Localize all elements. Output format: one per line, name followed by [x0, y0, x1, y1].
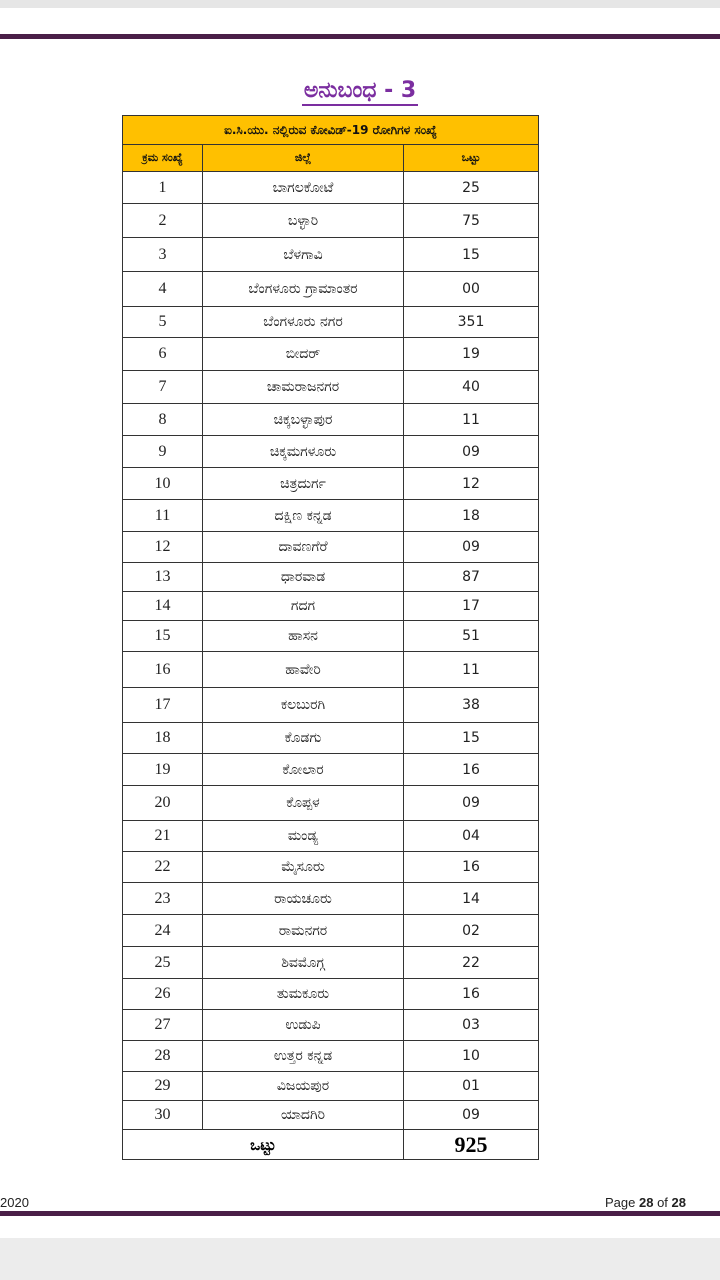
- table-row: [123, 852, 539, 883]
- title-text: ಅನುಬಂಧ - 3: [302, 78, 418, 106]
- row-serial: 13: [123, 563, 203, 592]
- row-serial: 9: [123, 436, 203, 468]
- row-count: 09: [404, 786, 539, 821]
- table-row: [123, 404, 539, 436]
- row-district: ಉಡುಪಿ: [203, 1010, 404, 1041]
- row-count: 18: [404, 500, 539, 532]
- row-serial: 8: [123, 404, 203, 436]
- table-row: [123, 979, 539, 1010]
- row-serial: 23: [123, 883, 203, 915]
- row-count: 00: [404, 272, 539, 307]
- table-row: [123, 1101, 539, 1130]
- page-current: 28: [638, 1195, 654, 1210]
- table-row: [123, 821, 539, 852]
- row-serial: 27: [123, 1010, 203, 1041]
- table-row: [123, 621, 539, 652]
- row-district: ಕೊಪ್ಪಳ: [203, 786, 404, 821]
- row-count: 12: [404, 468, 539, 500]
- table-row: [123, 1072, 539, 1101]
- row-serial: 18: [123, 723, 203, 754]
- row-serial: 14: [123, 592, 203, 621]
- row-serial: 7: [123, 371, 203, 404]
- table-row: [123, 786, 539, 821]
- table-row: [123, 272, 539, 307]
- row-count: 51: [404, 621, 539, 652]
- row-count: 16: [404, 979, 539, 1010]
- row-district: ಚಿತ್ರದುರ್ಗ: [203, 468, 404, 500]
- page-total: 28: [671, 1195, 686, 1210]
- row-count: 40: [404, 371, 539, 404]
- row-district: ತುಮಕೂರು: [203, 979, 404, 1010]
- row-district: ಕಲಬುರಗಿ: [203, 688, 404, 723]
- row-district: ಹಾಸನ: [203, 621, 404, 652]
- row-district: ಬೀದರ್: [203, 338, 404, 371]
- table-row: [123, 500, 539, 532]
- row-district: ಬೆಳಗಾವಿ: [203, 238, 404, 272]
- row-count: 11: [404, 652, 539, 688]
- row-district: ದಾವಣಗೆರೆ: [203, 532, 404, 563]
- footer-date: 2020: [0, 1195, 29, 1210]
- table-row: [123, 1010, 539, 1041]
- row-serial: 25: [123, 947, 203, 979]
- row-district: ಯಾದಗಿರಿ: [203, 1101, 404, 1130]
- row-count: 14: [404, 883, 539, 915]
- row-serial: 1: [123, 172, 203, 204]
- row-count: 16: [404, 754, 539, 786]
- row-district: ಬೆಂಗಳೂರು ಗ್ರಾಮಾಂತರ: [203, 272, 404, 307]
- table-row: [123, 883, 539, 915]
- header-rule: [0, 34, 720, 39]
- row-serial: 26: [123, 979, 203, 1010]
- row-serial: 22: [123, 852, 203, 883]
- page-of: of: [657, 1195, 668, 1210]
- total-value: 925: [404, 1130, 539, 1160]
- document-page: [0, 8, 720, 1238]
- row-district: ಚಿಕ್ಕಬಳ್ಳಾಪುರ: [203, 404, 404, 436]
- table-row: [123, 204, 539, 238]
- row-serial: 17: [123, 688, 203, 723]
- row-count: 01: [404, 1072, 539, 1101]
- row-district: ದಕ್ಷಿಣ ಕನ್ನಡ: [203, 500, 404, 532]
- row-district: ಬಾಗಲಕೋಟೆ: [203, 172, 404, 204]
- row-count: 75: [404, 204, 539, 238]
- row-district: ವಿಜಯಪುರ: [203, 1072, 404, 1101]
- row-serial: 28: [123, 1041, 203, 1072]
- table-row: [123, 338, 539, 371]
- icu-patients-table: [122, 115, 539, 1160]
- table-caption: ಐ.ಸಿ.ಯು. ನಲ್ಲಿರುವ ಕೋವಿಡ್-19 ರೋಗಿಗಳ ಸಂಖ್ಯೆ: [123, 116, 539, 145]
- row-count: 16: [404, 852, 539, 883]
- row-district: ರಾಮನಗರ: [203, 915, 404, 947]
- row-serial: 5: [123, 307, 203, 338]
- row-count: 17: [404, 592, 539, 621]
- row-district: ಹಾವೇರಿ: [203, 652, 404, 688]
- row-serial: 24: [123, 915, 203, 947]
- row-count: 22: [404, 947, 539, 979]
- row-district: ಧಾರವಾಡ: [203, 563, 404, 592]
- row-serial: 30: [123, 1101, 203, 1130]
- row-serial: 10: [123, 468, 203, 500]
- row-count: 10: [404, 1041, 539, 1072]
- table-row: [123, 947, 539, 979]
- row-count: 04: [404, 821, 539, 852]
- row-serial: 20: [123, 786, 203, 821]
- row-count: 19: [404, 338, 539, 371]
- row-district: ಉತ್ತರ ಕನ್ನಡ: [203, 1041, 404, 1072]
- row-serial: 19: [123, 754, 203, 786]
- row-serial: 2: [123, 204, 203, 238]
- row-serial: 12: [123, 532, 203, 563]
- row-district: ಶಿವಮೊಗ್ಗ: [203, 947, 404, 979]
- header-total: ಒಟ್ಟು: [404, 145, 539, 172]
- row-serial: 4: [123, 272, 203, 307]
- table-row: [123, 652, 539, 688]
- row-count: 02: [404, 915, 539, 947]
- table-row: [123, 468, 539, 500]
- table-row: [123, 563, 539, 592]
- total-label: ಒಟ್ಟು: [123, 1130, 404, 1160]
- table-row: [123, 915, 539, 947]
- row-district: ಮಂಡ್ಯ: [203, 821, 404, 852]
- row-count: 09: [404, 1101, 539, 1130]
- table-row: [123, 723, 539, 754]
- row-district: ಕೋಲಾರ: [203, 754, 404, 786]
- table-row: [123, 307, 539, 338]
- page-title: [0, 78, 720, 103]
- row-serial: 29: [123, 1072, 203, 1101]
- header-district: ಜಿಲ್ಲೆ: [203, 145, 404, 172]
- row-district: ಬಳ್ಳಾರಿ: [203, 204, 404, 238]
- footer-rule: [0, 1211, 720, 1216]
- row-count: 15: [404, 238, 539, 272]
- row-count: 09: [404, 532, 539, 563]
- row-count: 87: [404, 563, 539, 592]
- row-serial: 21: [123, 821, 203, 852]
- row-district: ರಾಯಚೂರು: [203, 883, 404, 915]
- row-district: ಬೆಂಗಳೂರು ನಗರ: [203, 307, 404, 338]
- row-serial: 3: [123, 238, 203, 272]
- row-count: 03: [404, 1010, 539, 1041]
- row-district: ಕೊಡಗು: [203, 723, 404, 754]
- row-serial: 11: [123, 500, 203, 532]
- row-district: ಮೈಸೂರು: [203, 852, 404, 883]
- row-serial: 16: [123, 652, 203, 688]
- row-serial: 6: [123, 338, 203, 371]
- header-serial: ಕ್ರಮ ಸಂಖ್ಯೆ: [123, 145, 203, 172]
- row-count: 38: [404, 688, 539, 723]
- page-prefix: Page: [604, 1195, 636, 1210]
- page-number: [605, 1195, 686, 1210]
- row-district: ಚಿಕ್ಕಮಗಳೂರು: [203, 436, 404, 468]
- row-district: ಚಾಮರಾಜನಗರ: [203, 371, 404, 404]
- table-row: [123, 172, 539, 204]
- table-row: [123, 592, 539, 621]
- row-count: 09: [404, 436, 539, 468]
- table-row: [123, 1041, 539, 1072]
- row-count: 11: [404, 404, 539, 436]
- table-row: [123, 238, 539, 272]
- row-count: 15: [404, 723, 539, 754]
- table-row: [123, 371, 539, 404]
- table-row: [123, 436, 539, 468]
- table-row: [123, 754, 539, 786]
- row-serial: 15: [123, 621, 203, 652]
- row-count: 25: [404, 172, 539, 204]
- row-count: 351: [404, 307, 539, 338]
- table-row: [123, 688, 539, 723]
- top-strip: [0, 0, 720, 8]
- table-row: [123, 532, 539, 563]
- row-district: ಗದಗ: [203, 592, 404, 621]
